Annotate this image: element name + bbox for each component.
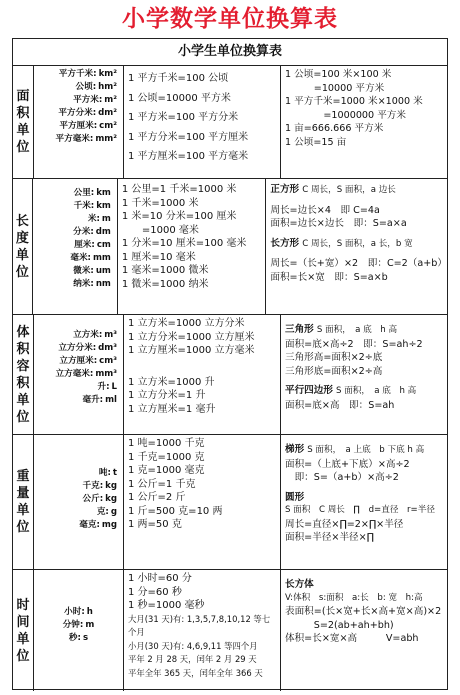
unit-item: 千克: kg <box>82 481 117 491</box>
unit-item: 毫升: ml <box>82 395 117 405</box>
volume-row <box>13 315 447 435</box>
area-conversions: 1 平方千米=100 公顷 1 公顷=10000 平方米 1 平方米=100 平方分米 1 平方分米=100 平方厘米 1 平方厘米=100 平方毫米 <box>124 66 281 178</box>
volume-units <box>34 315 124 434</box>
unit-item: 平方米: m² <box>73 95 117 105</box>
unit-item: 毫克: mg <box>79 520 117 530</box>
weight-conversions: 1 吨=1000 千克 1 千克=1000 克 1 克=1000 毫克 1 公斤=1 千克 1 公斤=2 斤 1 斤=500 克=10 两 1 两=50 克 <box>124 435 281 569</box>
length-row <box>13 179 447 315</box>
weight-units <box>34 435 124 569</box>
volume-conversions: 1 立方米=1000 立方分米 1 立方分米=1000 立方厘米 1 立方厘米=1000 立方毫米 1 立方米=1000 升 1 立方分米=1 升 1 立方厘米=1 毫升 <box>124 315 281 434</box>
area-row <box>13 66 447 179</box>
banner <box>0 0 460 38</box>
area-category: 面 积 单 位 <box>13 66 34 178</box>
unit-item: 立方毫米: mm³ <box>55 369 117 379</box>
unit-item: 秒: s <box>68 633 89 643</box>
table-subtitle: 小学生单位换算表 <box>13 39 447 66</box>
unit-item: 纳米: nm <box>73 279 111 289</box>
conversion-table <box>12 38 448 690</box>
weight-row <box>13 435 447 570</box>
time-units <box>34 570 124 691</box>
unit-item: 立方米: m³ <box>73 330 117 340</box>
unit-item: 厘米: cm <box>74 240 111 250</box>
unit-item: 平方千米: km² <box>58 69 117 79</box>
weight-formulas: 梯形 S 面积， a 上底 b 下底 h 高 面积=（上底+下底）×高÷2 即：S=（a+b）×高÷2 圆形 S 面积 C 周长 ∏ d=直径 r=半径 周长=直径×∏=2×∏×半径 面积=半径×半径×∏ <box>285 444 435 543</box>
unit-item: 米: m <box>87 214 111 224</box>
area-units <box>34 66 124 178</box>
unit-item: 吨: t <box>98 468 117 478</box>
unit-item: 立方分米: dm³ <box>58 343 117 353</box>
unit-item: 升: L <box>97 382 117 392</box>
unit-item: 平方厘米: cm² <box>59 121 117 131</box>
unit-item: 公顷: hm² <box>75 82 117 92</box>
time-formulas: 长方体 V:体积 s:面积 a:长 b: 宽 h:高 表面积=(长×宽+长×高+宽×高)×2 S=2(ab+ah+bh) 体积=长×宽×高 V=abh <box>285 579 442 644</box>
length-units <box>33 179 118 314</box>
unit-item: 分米: dm <box>73 227 111 237</box>
time-row <box>13 570 447 691</box>
time-conversions: 1 小时=60 分 1 分=60 秒 1 秒=1000 毫秒 大月(31 天)有: 1,3,5,7,8,10,12 等七 个月 小月(30 天)有: 4,6,9,11 等四个月 平年 2 月 28 天，闰年 2 月 29 天 平年全年 365 天，闰年全年 366 天 <box>124 570 281 691</box>
volume-formulas: 三角形 S 面积， a 底 h 高 面积=底×高÷2 即：S=ah÷2 三角形高=面积×2÷底 三角形底=面积×2÷高 平行四边形 S 面积， a 底 h 高 面积=底×高 即：S=ah <box>285 324 423 411</box>
length-formulas: 正方形 C 周长，S 面积，a 边长 周长=边长×4 即 C=4a 面积=边长×边长 即：S=a×a 长方形 C 周长，S 面积，a 长，b 宽 周长=（长+宽）×2 即：C=2（a+b） 面积=长×宽 即：S=a×b <box>270 184 447 283</box>
unit-item: 分钟: m <box>62 620 95 630</box>
length-conversions: 1 公里=1 千米=1000 米 1 千米=1000 米 1 米=10 分米=100 厘米 =1000 毫米 1 分米=10 厘米=100 毫米 1 厘米=10 毫米 1 毫米=1000 微米 1 微米=1000 纳米 <box>118 179 266 314</box>
unit-item: 公斤: kg <box>82 494 117 504</box>
unit-item: 平方分米: dm² <box>58 108 117 118</box>
weight-category: 重 量 单 位 <box>13 435 34 569</box>
area-notes: 1 公顷=100 米×100 米 =10000 平方米 1 平方千米=1000 米×1000 米 =1000000 平方米 1 亩=666.666 平方米 1 公顷=15 亩 <box>285 69 423 148</box>
unit-item: 平方毫米: mm² <box>55 134 117 144</box>
volume-category: 体 积 容 积 单 位 <box>13 315 34 434</box>
unit-item: 立方厘米: cm³ <box>59 356 117 366</box>
unit-item: 毫米: mm <box>70 253 111 263</box>
unit-item: 千米: km <box>73 201 111 211</box>
unit-item: 公里: km <box>73 188 111 198</box>
unit-item: 克: g <box>96 507 117 517</box>
unit-item: 小时: h <box>64 607 93 617</box>
length-category: 长 度 单 位 <box>13 179 33 314</box>
unit-item: 微米: um <box>73 266 111 276</box>
time-category: 时 间 单 位 <box>13 570 34 691</box>
page-title: 小学数学单位换算表 <box>122 6 338 32</box>
